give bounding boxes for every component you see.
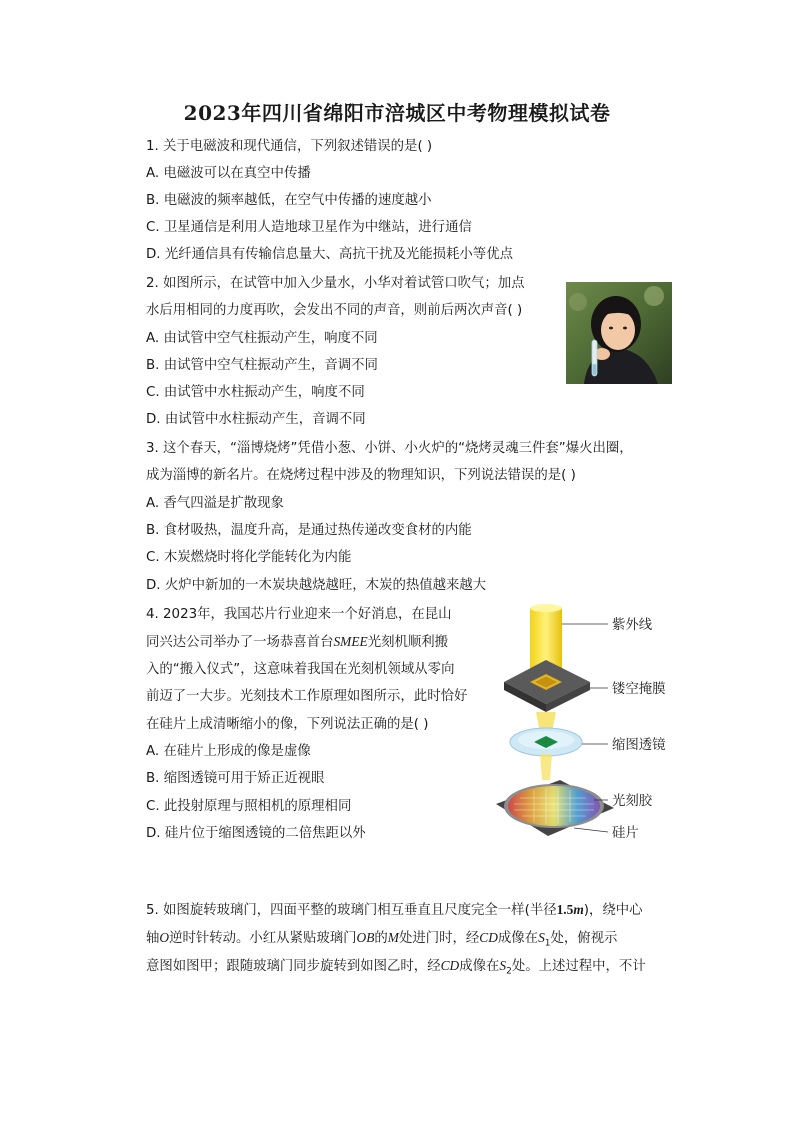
q1-option-b: B. 电磁波的频率越低，在空气中传播的速度越小 <box>146 193 432 208</box>
label-lens: 缩图透镜 <box>612 738 666 753</box>
q1-option-d: D. 光纤通信具有传输信息量大、高抗干扰及光能损耗小等优点 <box>146 247 513 262</box>
q4-option-a: A. 在硅片上形成的像是虚像 <box>146 744 311 759</box>
q1-option-a: A. 电磁波可以在真空中传播 <box>146 166 311 181</box>
silicon-wafer <box>496 780 614 836</box>
reduction-lens <box>510 728 582 756</box>
label-wafer: 硅片 <box>612 826 639 841</box>
label-resist: 光刻胶 <box>612 794 653 809</box>
q4-stem-line3: 入的“搬入仪式”，这意味着我国在光刻机领域从零向 <box>146 662 455 677</box>
q2-option-d: D. 由试管中水柱振动产生，音调不同 <box>146 412 366 427</box>
label-uv: 紫外线 <box>612 618 653 633</box>
q1-option-c: C. 卫星通信是利用人造地球卫星作为中继站，进行通信 <box>146 220 472 235</box>
q4-stem-line4: 前迈了一大步。光刻技术工作原理如图所示，此时恰好 <box>146 689 468 704</box>
q4-stem-line1: 4. 2023年，我国芯片行业迎来一个好消息，在昆山 <box>146 607 452 622</box>
q3-option-d: D. 火炉中新加的一木炭块越烧越旺，木炭的热值越来越大 <box>146 578 487 593</box>
q3-stem-line1: 3. 这个春天，“淄博烧烤”凭借小葱、小饼、小火炉的“烧烤灵魂三件套”爆火出圈， <box>146 441 633 456</box>
label-mask: 镂空掩膜 <box>612 682 666 697</box>
q4-stem-line5: 在硅片上成清晰缩小的像，下列说法正确的是( ) <box>146 717 429 732</box>
q2-option-b: B. 由试管中空气柱振动产生，音调不同 <box>146 358 378 373</box>
mask-plate <box>504 660 590 712</box>
q3-stem-line2: 成为淄博的新名片。在烧烤过程中涉及的物理知识，下列说法错误的是( ) <box>146 468 576 483</box>
q2-option-a: A. 由试管中空气柱振动产生，响度不同 <box>146 331 378 346</box>
q4-option-c: C. 此投射原理与照相机的原理相同 <box>146 799 352 814</box>
q3-option-b: B. 食材吸热，温度升高，是通过热传递改变食材的内能 <box>146 523 472 538</box>
q3-option-a: A. 香气四溢是扩散现象 <box>146 496 284 511</box>
q4-option-d: D. 硅片位于缩图透镜的二倍焦距以外 <box>146 826 366 841</box>
q4-stem-line2: 同兴达公司举办了一场恭喜首台SMEE光刻机顺利搬 <box>146 634 449 650</box>
lithography-diagram <box>490 604 690 844</box>
q2-stem-line2: 水后用相同的力度再吹，会发出不同的声音，则前后两次声音( ) <box>146 303 523 318</box>
q4-option-b: B. 缩图透镜可用于矫正近视眼 <box>146 771 325 786</box>
q1-stem: 1. 关于电磁波和现代通信，下列叙述错误的是( ) <box>146 139 433 154</box>
q5-stem-line1: 5. 如图旋转玻璃门，四面平整的玻璃门相互垂直且尺度完全一样(半径1.5m)，绕中心 <box>146 902 643 918</box>
q3-option-c: C. 木炭燃烧时将化学能转化为内能 <box>146 550 352 565</box>
page-title: 2023年四川省绵阳市涪城区中考物理模拟试卷 <box>183 101 611 125</box>
q5-stem-line3: 意图如图甲；跟随玻璃门同步旋转到如图乙时，经CD成像在$S_2$处。上述过程中，不计 <box>146 958 646 977</box>
q5-stem-line2: 轴O逆时针转动。小红从紧贴玻璃门OB的M处进门时，经CD成像在$S_1$处，俯视示 <box>146 930 618 949</box>
q2-stem-line1: 2. 如图所示，在试管中加入少量水，小华对着试管口吹气；加点 <box>146 276 525 291</box>
q2-option-c: C. 由试管中水柱振动产生，响度不同 <box>146 385 365 400</box>
girl-blowing-test-tube-photo <box>566 282 672 384</box>
